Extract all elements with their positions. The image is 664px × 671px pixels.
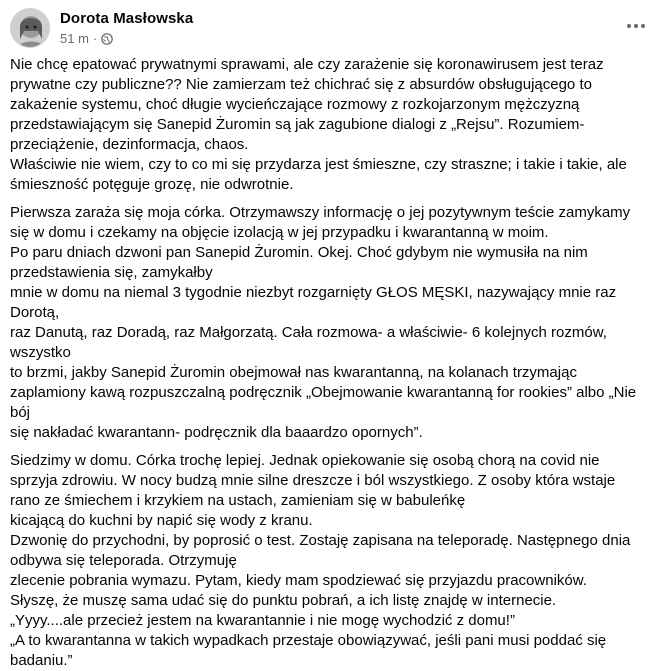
post-text-line: raz Danutą, raz Doradą, raz Małgorzatą. Cała rozmowa- a właściwie- 6 kolejnych rozmów, bbox=[10, 324, 607, 341]
post-text-line: przedstawienia się, zamykałby bbox=[10, 264, 213, 281]
post-text-line: Dzwonię do przychodni, by poprosić o test. Zostaję zapisana na teleporadę. Następnego dnia bbox=[10, 532, 631, 549]
post-text-line: mnie w domu na niemal 3 tygodnie niezbyt rozgarnięty GŁOS MĘSKI, nazywający mnie raz bbox=[10, 284, 617, 301]
post-paragraph bbox=[10, 55, 656, 195]
post-body bbox=[10, 55, 656, 671]
post-text-line: przeciążenie, dezinformacja, chaos. bbox=[10, 136, 249, 153]
author-name[interactable]: Dorota Masłowska bbox=[60, 10, 194, 27]
globe-icon bbox=[101, 33, 113, 45]
post-paragraph bbox=[10, 451, 656, 671]
post-text-line: zakażenie systemu, choć długie wycieńczające rozmowy z rozkojarzonym mężczyzną bbox=[10, 96, 580, 113]
post-text-line: bój bbox=[10, 404, 31, 421]
post-text-line: rano ze śmiechem i krzykiem na ustach, zamieniam się w babuleńkę bbox=[10, 492, 466, 509]
post-text-line: kicającą do kuchni by napić się wody z kranu. bbox=[10, 512, 313, 529]
paragraph-gap bbox=[10, 443, 656, 451]
post-text-line: Właściwie nie wiem, czy to co mi się przydarza jest śmieszne, czy straszne; i takie i takie, ale bbox=[10, 156, 627, 173]
avatar-image bbox=[11, 9, 50, 48]
avatar[interactable] bbox=[10, 8, 50, 48]
post-text-line: Pierwsza zaraża się moja córka. Otrzymawszy informację o jej pozytywnym teście zamykamy bbox=[10, 204, 631, 221]
more-horizontal-icon bbox=[627, 24, 631, 28]
post-text-line: wszystko bbox=[10, 344, 71, 361]
meta-separator: · bbox=[92, 31, 98, 46]
post-text-line: Po paru dniach dzwoni pan Sanepid Żuromin. Okej. Choć gdybym nie wymusiła na nim bbox=[10, 244, 588, 261]
post-text-line: się w domu i czekamy na objęcie izolacją w jej przypadku i kwarantanną w moim. bbox=[10, 224, 549, 241]
post-text-line: badaniu.” bbox=[10, 652, 73, 669]
post-text-line: odbywa się teleporada. Otrzymuję bbox=[10, 552, 237, 569]
post-text-line: zaplamiony kawą rozpuszczalną podręcznik „Obejmowanie kwarantanną for rookies” albo „Nie bbox=[10, 384, 637, 401]
post-text-line: Słyszę, że muszę sama udać się do punktu pobrań, a ich listę znajdę w internecie. bbox=[10, 592, 557, 609]
more-options-button[interactable] bbox=[622, 14, 650, 38]
post-text-line: przedstawiającym się Sanepid Żuromin są jak zagubione dialogi z „Rejsu”. Rozumiem- bbox=[10, 116, 585, 133]
post-text-line: Siedzimy w domu. Córka trochę lepiej. Jednak opiekowanie się osobą chorą na covid nie bbox=[10, 452, 600, 469]
post-text-line: to brzmi, jakby Sanepid Żuromin obejmował nas kwarantanną, na kolanach trzymając bbox=[10, 364, 577, 381]
post-header bbox=[10, 8, 654, 50]
post-text-line: „A to kwarantanna w takich wypadkach przestaje obowiązywać, jeśli pani musi poddać się bbox=[10, 632, 607, 649]
post-meta bbox=[60, 31, 113, 46]
post-time[interactable]: 51 m bbox=[60, 31, 89, 46]
post-text-line: „Yyyy....ale przecież jestem na kwarantannie i nie mogę wychodzić z domu!” bbox=[10, 612, 515, 629]
post-text-line: śmieszność potęguje grozę, nie odwrotnie. bbox=[10, 176, 294, 193]
post-paragraph bbox=[10, 203, 656, 443]
post-text-line: Dorotą, bbox=[10, 304, 60, 321]
post-text-line: się nakładać kwarantann- podręcznik dla baaardzo opornych”. bbox=[10, 424, 423, 441]
post-text-line: zlecenie pobrania wymazu. Pytam, kiedy mam spodziewać się przyjazdu pracowników. bbox=[10, 572, 587, 589]
post-text-line: Nie chcę epatować prywatnymi sprawami, ale czy zarażenie się koronawirusem jest teraz bbox=[10, 56, 604, 73]
paragraph-gap bbox=[10, 195, 656, 203]
post-text-line: sprzyja zdrowiu. W nocy budzą mnie silne dreszcze i ból wszystkiego. Z osoby która wstaje bbox=[10, 472, 616, 489]
post-text-line: prywatne czy publiczne?? Nie zamierzam też chichrać się z absurdów obsługującego to bbox=[10, 76, 592, 93]
